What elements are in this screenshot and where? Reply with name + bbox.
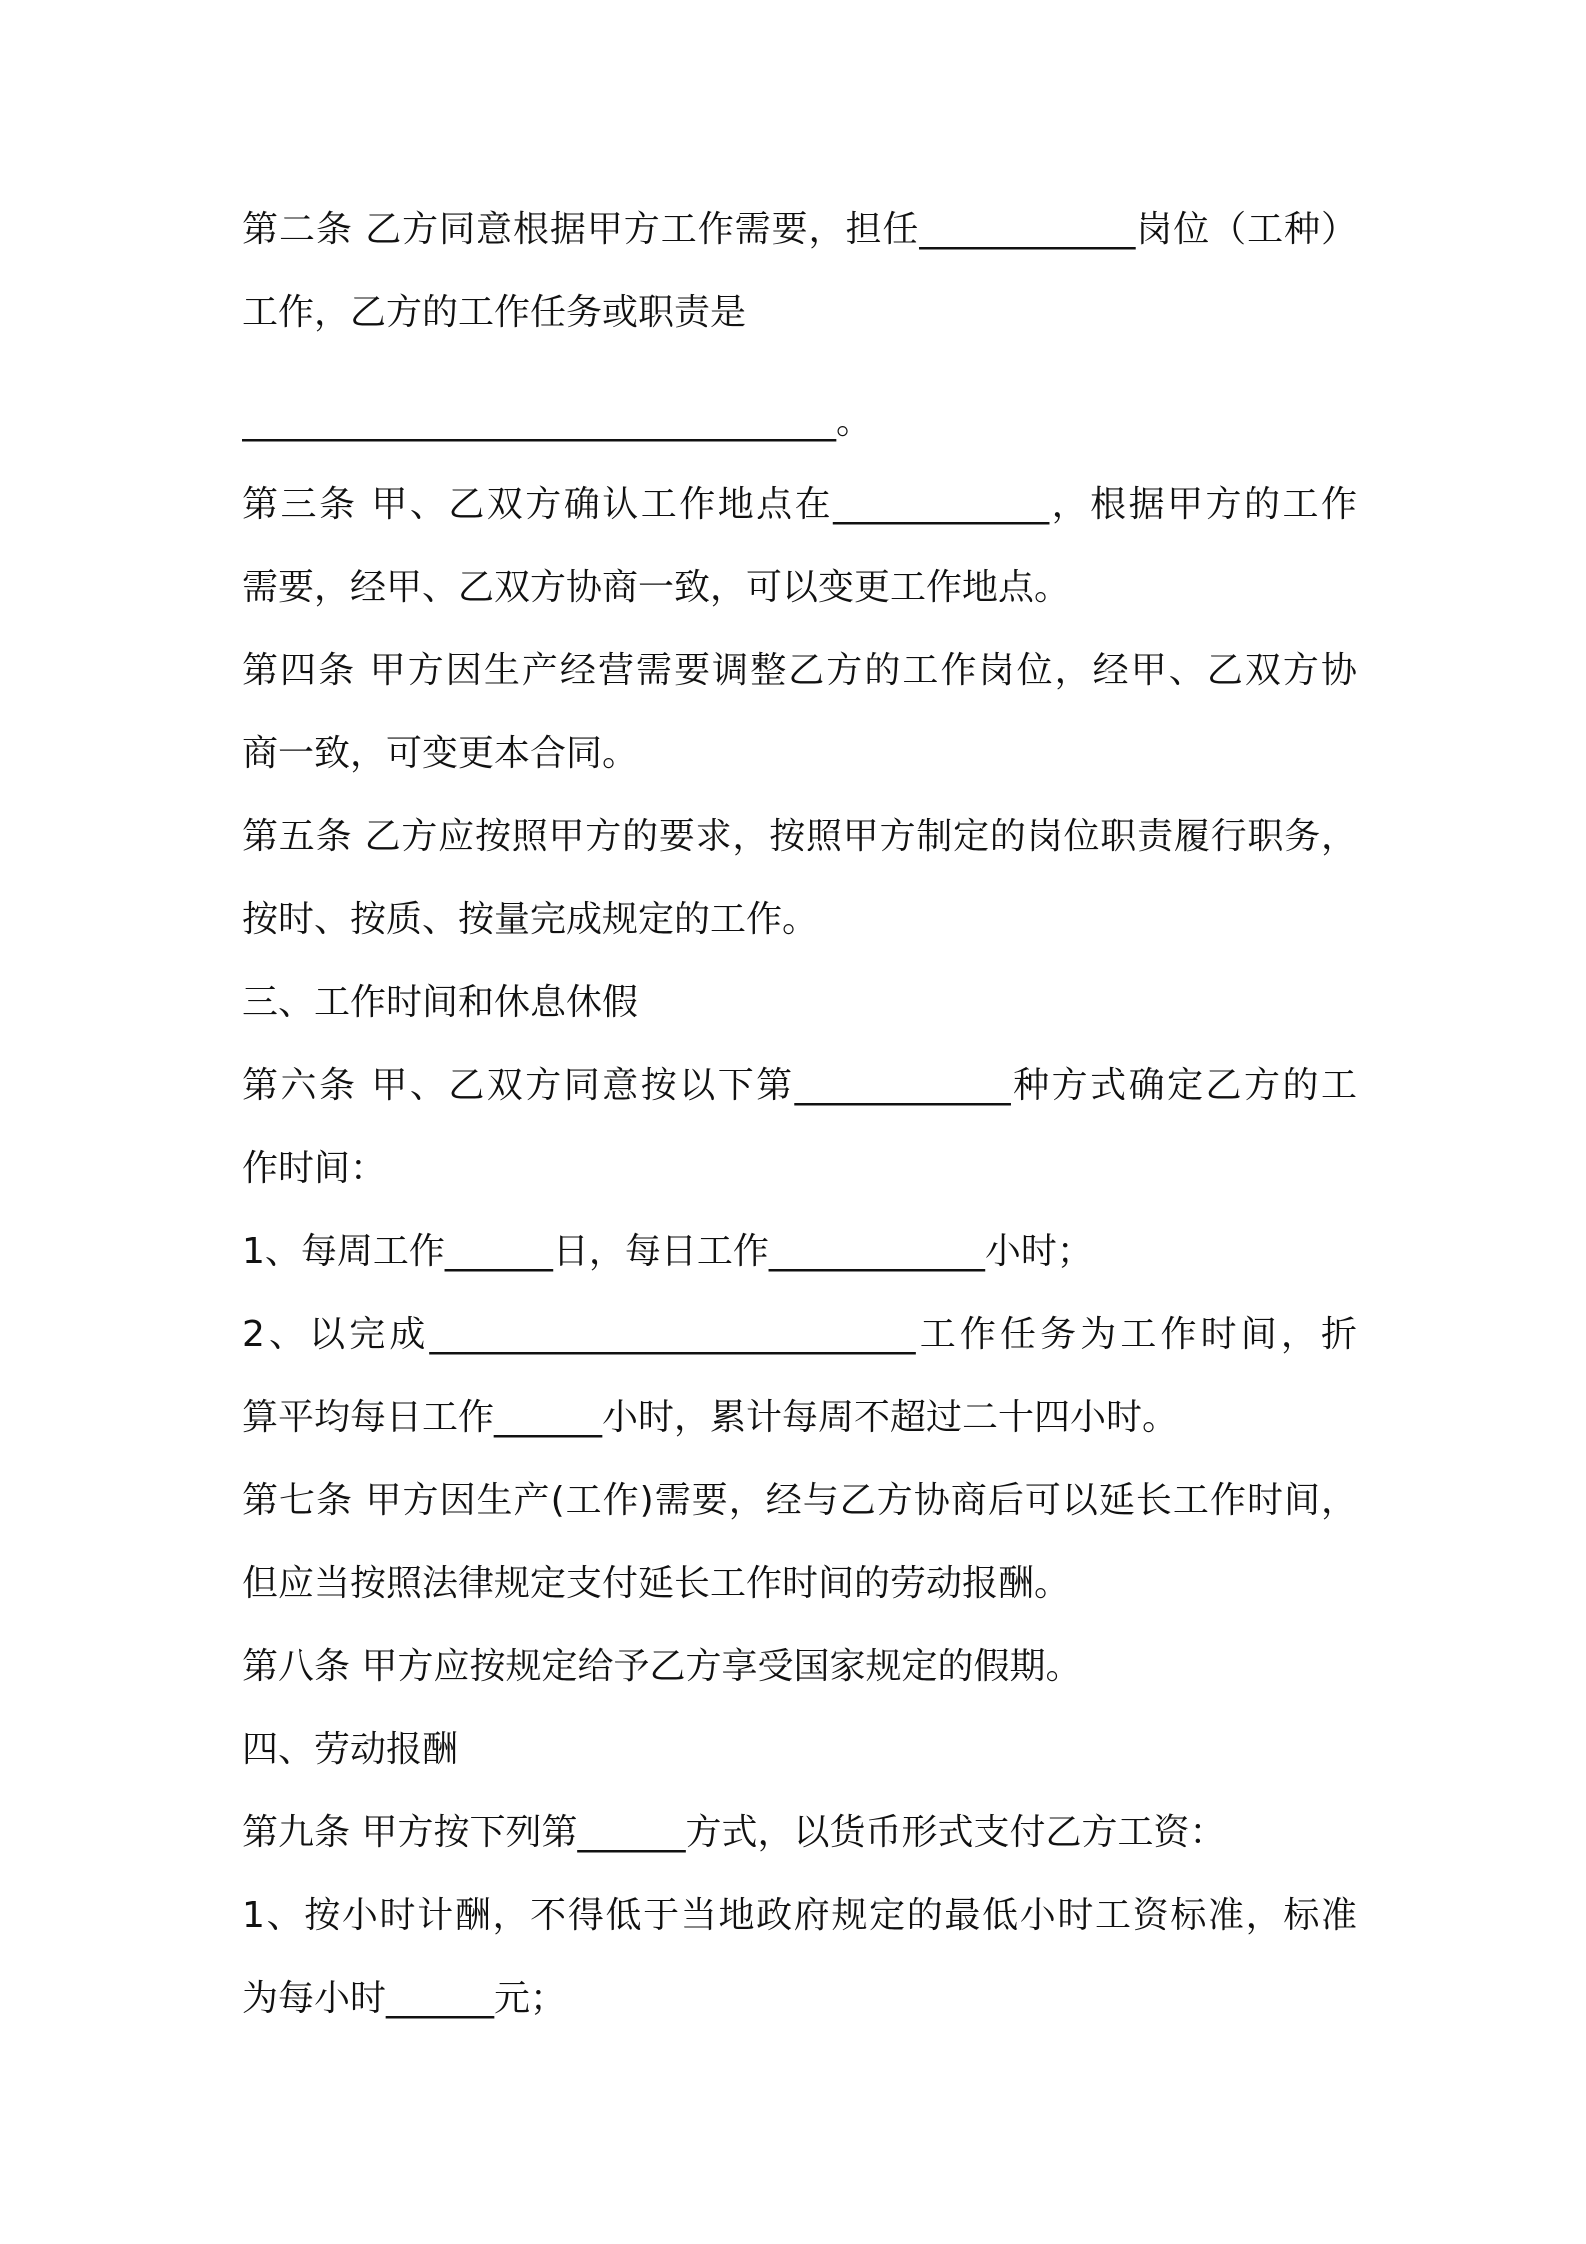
clause-7-line-2: 但应当按照法律规定支付延长工作时间的劳动报酬。 <box>242 1563 1071 1604</box>
document-body <box>242 196 1357 2048</box>
clause-6-item-1: 1、每周工作______日，每日工作____________小时； <box>242 1231 1093 1272</box>
clause-4-line-2: 商一致，可变更本合同。 <box>242 733 639 774</box>
clause-9-line-1: 第九条 甲方按下列第______方式，以货币形式支付乙方工资： <box>242 1812 1226 1853</box>
clause-2-line-2: 工作，乙方的工作任务或职责是 <box>242 292 747 333</box>
clause-2-line-1: 第二条 乙方同意根据甲方工作需要，担任____________岗位（工种） <box>242 209 1357 250</box>
section-3-heading: 三、工作时间和休息休假 <box>242 982 639 1023</box>
clause-4-line-1: 第四条 甲方因生产经营需要调整乙方的工作岗位，经甲、乙双方协 <box>242 650 1357 691</box>
clause-6-line-2: 作时间： <box>242 1148 387 1189</box>
clause-9-item-1-line-1: 1、按小时计酬，不得低于当地政府规定的最低小时工资标准，标准 <box>242 1895 1357 1936</box>
clause-8-line-1: 第八条 甲方应按规定给予乙方享受国家规定的假期。 <box>242 1646 1082 1687</box>
clause-6-item-2-line-2: 算平均每日工作______小时，累计每周不超过二十四小时。 <box>242 1397 1179 1438</box>
section-4-heading: 四、劳动报酬 <box>242 1729 459 1770</box>
clause-5-line-2: 按时、按质、按量完成规定的工作。 <box>242 899 819 940</box>
clause-3-line-2: 需要，经甲、乙双方协商一致，可以变更工作地点。 <box>242 567 1071 608</box>
clause-7-line-1: 第七条 甲方因生产(工作)需要，经与乙方协商后可以延长工作时间， <box>242 1480 1357 1521</box>
clause-6-item-2-line-1: 2、以完成___________________________工作任务为工作时间，折 <box>242 1314 1357 1355</box>
clause-9-item-1-line-2: 为每小时______元； <box>242 1978 567 2019</box>
clause-3-line-1: 第三条 甲、乙双方确认工作地点在____________，根据甲方的工作 <box>242 484 1357 525</box>
clause-6-line-1: 第六条 甲、乙双方同意按以下第____________种方式确定乙方的工 <box>242 1065 1357 1106</box>
clause-2-line-3: _________________________________。 <box>242 401 872 442</box>
clause-5-line-1: 第五条 乙方应按照甲方的要求，按照甲方制定的岗位职责履行职务， <box>242 816 1357 857</box>
